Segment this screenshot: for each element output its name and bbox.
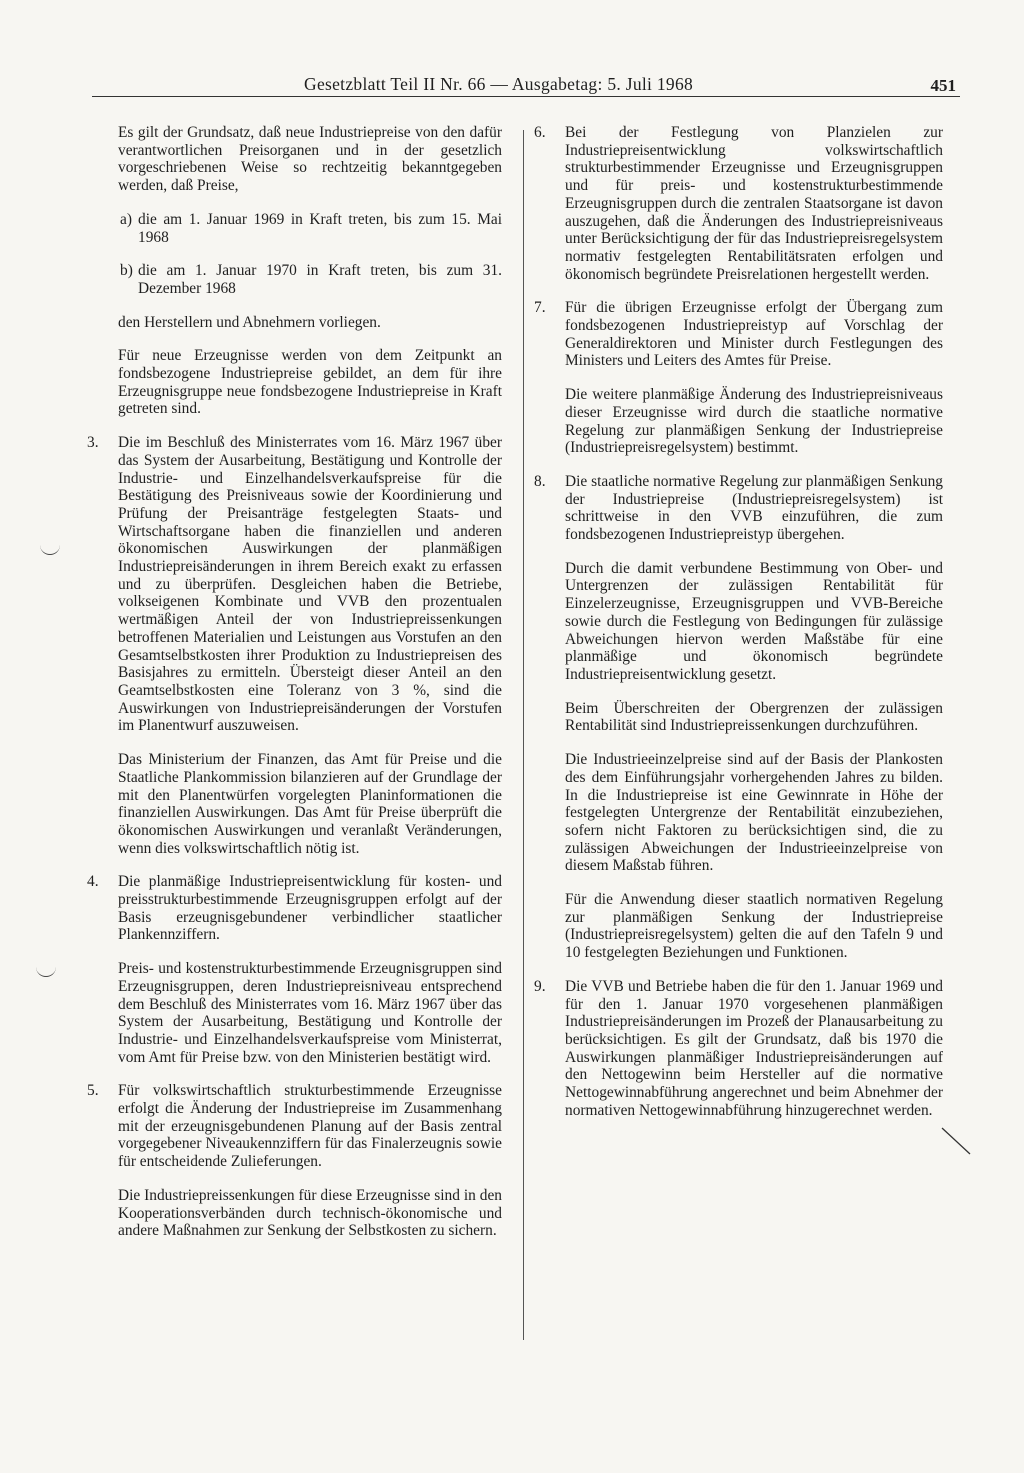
section-7-paragraph: Die weitere planmäßige Änderung des Industriepreisniveaus dieser Erzeugnisse wird durch die staatliche normative Regelung zur planmäßigen Senkung der Industriepreise (Industriepreisregelsystem) bestimmt. — [565, 386, 943, 457]
section-4 — [87, 873, 502, 944]
new-products-paragraph: Für neue Erzeugnisse werden von dem Zeitpunkt an fondsbezogene Industriepreise gebildet, an dem für ihre Erzeugnisgruppe neue fondsbezogene Industriepreise in Kraft getreten sind. — [118, 347, 502, 418]
section-8 — [534, 472, 943, 544]
header-title: Gesetzblatt Teil II Nr. 66 — Ausgabetag: 5. Juli 1968 — [304, 74, 694, 94]
section-4-paragraph: Preis- und kostenstrukturbestimmende Erzeugnisgruppen sind Erzeugnisgruppen, deren Industriepreisniveau entsprechend dem Beschluß des Ministerrates vom 16. März 1967 über das System der Ausarbeitung, Bestätigung und Kontrolle der Industrie- und Einzelhandelsverkaufspreise vom Ministerrat, vom Amt für Preise bzw. von den Ministerien bestätigt wird. — [118, 960, 502, 1066]
section-number: 4. — [87, 873, 99, 891]
section-number: 8. — [534, 472, 546, 490]
section-5-paragraph: Die Industriepreissenkungen für diese Erzeugnisse sind in den Kooperationsverbänden durch technisch-ökonomische und andere Maßnahmen zur Senkung der Selbstkosten zu sichern. — [118, 1186, 502, 1240]
section-9 — [534, 977, 943, 1120]
section-number: 5. — [87, 1082, 99, 1100]
section-3-paragraph: Das Ministerium der Finanzen, das Amt für Preise und die Staatliche Plankommission bilanzieren auf der Grundlage der mit den Planentwürfen vorgelegten Planinformationen die finanziellen Auswirkungen. Das Amt für Preise überprüft die ökonomischen Auswirkungen und veranlaßt Veränderungen, wenn dies volkswirtschaftlich nötig ist. — [118, 751, 502, 857]
intro-paragraph: Es gilt der Grundsatz, daß neue Industriepreise von den dafür verantwortlichen Preisorganen und in der gesetzlich vorgeschriebenen Weise so rechtzeitig bekanntgegeben werden, daß Preise, — [118, 124, 502, 195]
closing-line: den Herstellern und Abnehmern vorliegen. — [118, 313, 381, 331]
left-column — [87, 124, 502, 1240]
section-text: Bei der Festlegung von Planzielen zur Industriepreisentwicklung volkswirtschaftlich strukturbestimmender Erzeugnisse und Erzeugnisgruppen und für preis- und kostenstrukturbestimmende Erzeugnisgruppen durch die zentralen Staatsorgane ist davon auszugehen, daß die Änderungen des Industriepreisniveaus unter Berücksichtigung der für das Industriepreisregelsystem normativ festgelegten Rentabilitätsraten erfolgen und ökonomisch begründete Preisrelationen hergestellt werden. — [565, 124, 943, 283]
section-number: 7. — [534, 299, 546, 317]
section-8-paragraph-4: Die Industrieeinzelpreise sind auf der Basis der Plankosten des dem Einführungsjahr vorhergehenden Jahres zu bilden. In die Industriepreise ist eine Gewinnrate in Höhe der festgelegten Untergrenze der Rentabilität einzubeziehen, sofern nicht Faktoren zu berücksichtigen sind, die zu zulässigen Abweichungen der Industrieeinzelpreise von diesem Maßstab führen. — [565, 751, 943, 875]
section-7 — [534, 299, 943, 370]
right-column — [534, 124, 943, 1119]
section-3 — [87, 434, 502, 735]
column-divider — [523, 130, 524, 1340]
list-item-a — [120, 211, 502, 246]
list-text: die am 1. Januar 1970 in Kraft treten, bis zum 31. Dezember 1968 — [138, 262, 502, 297]
section-number: 6. — [534, 124, 546, 141]
list-item-b — [120, 262, 502, 297]
section-8-paragraph-5: Für die Anwendung dieser staatlich normativen Regelung zur planmäßigen Senkung der Industriepreise (Industriepreisregelsystem) gelten die auf den Tafeln 9 und 10 festgelegten Beziehungen und Funktionen. — [565, 891, 943, 962]
section-text: Die im Beschluß des Ministerrates vom 16. März 1967 über das System der Ausarbeitung, Bestätigung und Kontrolle der Industrie- und Einzelhandelsverkaufspreise für die Bestätigung des Preisniveaus sowie der Koordinierung und Prüfung der Preisanträge festgelegten Staats- und Wirtschaftsorgane haben die finanziellen und anderen ökonomischen Auswirkungen der planmäßigen Industriepreisänderungen in ihrem Bereich exakt zu erfassen und zu überprüfen. Desgleichen haben die Betriebe, volkseigenen Kombinate und VVB den prozentualen wertmäßigen Anteil der von Industriepreissenkungen betroffenen Materialien und Leistungen aus Vorstufen an den Gesamtselbstkosten ihrer Produktion zu Industriepreisen des Basisjahres zu ermitteln. Übersteigt dieser Anteil an den Geamtselbstkosten eine Toleranz von 3 %, sind die Auswirkungen von Industriepreisänderungen der Vorstufen im Planentwurf auszuweisen. — [118, 434, 502, 735]
section-text: Für die übrigen Erzeugnisse erfolgt der Übergang zum fondsbezogenen Industriepreistyp auf Vorschlag der Generaldirektoren und Minister durch Festlegungen des Ministers und Leiters des Amtes für Preise. — [565, 299, 943, 370]
section-8-paragraph-2: Durch die damit verbundene Bestimmung von Ober- und Untergrenzen der zulässigen Rentabilität für Einzelerzeugnisse, Erzeugnisgruppen und VVB-Bereiche sowie durch die Festlegung von Bedingungen für zulässige Abweichungen hiervon werden Maßstäbe für eine planmäßige und ökonomisch begründete Industriepreisentwicklung gesetzt. — [565, 559, 943, 683]
margin-stroke — [940, 1126, 974, 1158]
page-number: 451 — [930, 76, 956, 95]
section-number: 9. — [534, 977, 546, 995]
section-8-paragraph-3: Beim Überschreiten der Obergrenzen der zulässigen Rentabilität sind Industriepreissenkungen durchzuführen. — [565, 699, 943, 735]
section-5 — [87, 1082, 502, 1171]
list-label: a) — [120, 210, 132, 228]
section-text: Für volkswirtschaftlich strukturbestimmende Erzeugnisse erfolgt die Änderung der Industriepreise im Zusammenhang mit der erzeugnisgebundenen Planung auf der Basis zentral vorgegebener Niveaukennziffern für das Finalerzeugnis sowie für entscheidende Zulieferungen. — [118, 1082, 502, 1171]
margin-mark — [40, 540, 60, 555]
section-6 — [534, 124, 943, 283]
list-label: b) — [120, 262, 133, 280]
section-text: Die planmäßige Industriepreisentwicklung für kosten- und preisstrukturbestimmende Erzeugnisgruppen erfolgt auf der Basis erzeugnisgebundener verbindlicher staatlicher Plankennziffern. — [118, 873, 502, 944]
section-text: Die staatliche normative Regelung zur planmäßigen Senkung der Industriepreise (Industriepreisregelsystem) ist schrittweise in den VVB einzuführen, die zum fondsbezogenen Industriepreistyp übergehen. — [565, 472, 943, 544]
section-text: Die VVB und Betriebe haben die für den 1. Januar 1969 und für den 1. Januar 1970 vorgesehenen planmäßigen Industriepreisänderungen im Prozeß der Planausarbeitung zu berücksichtigen. Es gilt der Grundsatz, daß bis 1970 die Auswirkungen planmäßiger Industriepreisänderungen auf den Nettogewinn beim Hersteller auf die normative Nettogewinnabführung angerechnet und beim Abnehmer der normativen Nettogewinnabführung hinzugerechnet werden. — [565, 977, 943, 1119]
page-header — [92, 62, 960, 97]
margin-mark — [36, 962, 56, 977]
list-text: die am 1. Januar 1969 in Kraft treten, bis zum 15. Mai 1968 — [138, 210, 502, 246]
section-number: 3. — [87, 434, 99, 452]
